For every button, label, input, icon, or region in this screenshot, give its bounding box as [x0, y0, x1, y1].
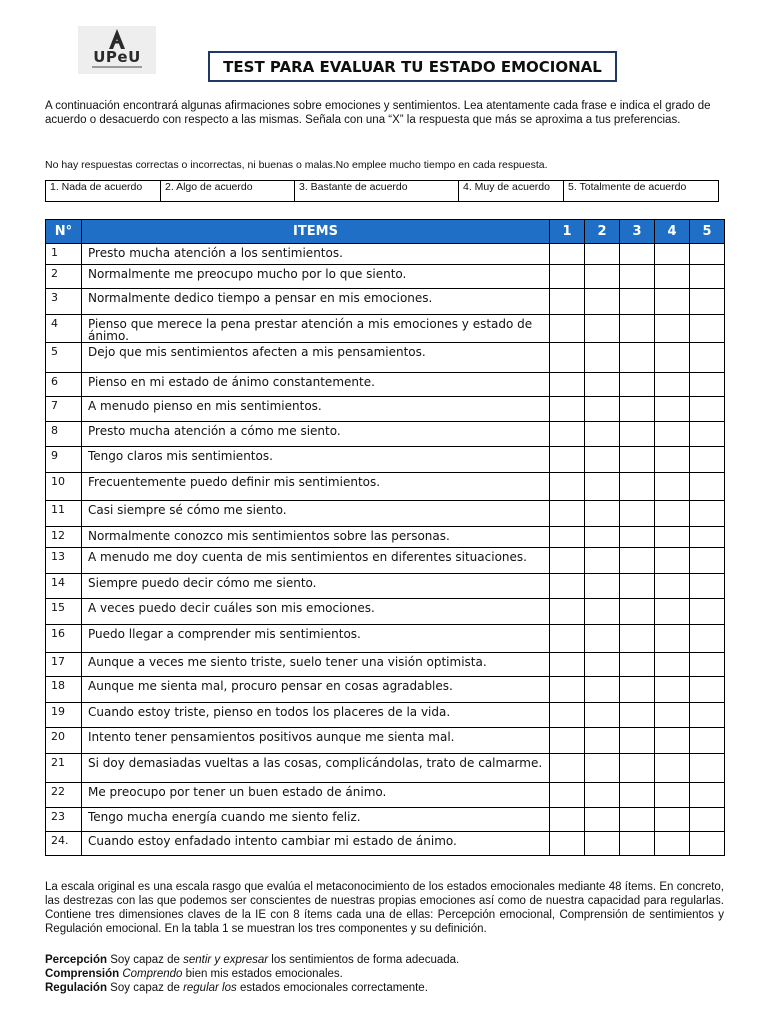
table-row	[46, 599, 725, 625]
item-number: 17	[46, 653, 82, 677]
answer-cell-3[interactable]	[620, 527, 655, 548]
header-score-3: 3	[620, 220, 655, 244]
table-row	[46, 677, 725, 703]
instruction-note: No hay respuestas correctas o incorrectas, ni buenas o malas.No emplee mucho tiempo en cada respuesta.	[45, 159, 548, 171]
answer-cell-4[interactable]	[655, 783, 690, 808]
item-text: Frecuentemente puedo definir mis sentimientos.	[82, 473, 550, 501]
answer-cell-3[interactable]	[620, 574, 655, 599]
scale-legend	[45, 180, 719, 202]
answer-cell-5[interactable]	[690, 832, 725, 856]
table-row	[46, 343, 725, 373]
answer-cell-1[interactable]	[550, 527, 585, 548]
answer-cell-5[interactable]	[690, 703, 725, 728]
table-row	[46, 574, 725, 599]
answer-cell-2[interactable]	[585, 677, 620, 703]
answer-cell-1[interactable]	[550, 244, 585, 265]
answer-cell-4[interactable]	[655, 808, 690, 832]
answer-cell-4[interactable]	[655, 728, 690, 754]
item-text: Aunque me sienta mal, procuro pensar en cosas agradables.	[82, 677, 550, 703]
answer-cell-3[interactable]	[620, 677, 655, 703]
header-number: N°	[46, 220, 82, 244]
answer-cell-5[interactable]	[690, 754, 725, 783]
answer-cell-2[interactable]	[585, 265, 620, 289]
table-row	[46, 315, 725, 343]
item-number: 2	[46, 265, 82, 289]
answer-cell-4[interactable]	[655, 754, 690, 783]
answer-cell-1[interactable]	[550, 397, 585, 422]
item-number: 7	[46, 397, 82, 422]
item-text: Pienso que merece la pena prestar atención a mis emociones y estado de ánimo.	[82, 315, 550, 343]
answer-cell-4[interactable]	[655, 265, 690, 289]
table-row	[46, 754, 725, 783]
answer-cell-2[interactable]	[585, 422, 620, 447]
item-text: Presto mucha atención a cómo me siento.	[82, 422, 550, 447]
answer-cell-3[interactable]	[620, 703, 655, 728]
items-table	[45, 219, 725, 856]
table-row	[46, 244, 725, 265]
item-number: 9	[46, 447, 82, 473]
answer-cell-2[interactable]	[585, 244, 620, 265]
answer-cell-1[interactable]	[550, 501, 585, 527]
item-number: 13	[46, 548, 82, 574]
item-number: 21	[46, 754, 82, 783]
answer-cell-1[interactable]	[550, 754, 585, 783]
answer-cell-4[interactable]	[655, 703, 690, 728]
answer-cell-5[interactable]	[690, 783, 725, 808]
item-number: 1	[46, 244, 82, 265]
scale-option-2: 2. Algo de acuerdo	[161, 181, 295, 202]
answer-cell-5[interactable]	[690, 548, 725, 574]
dimension-emphasis: regular los	[183, 982, 237, 994]
scale-description: La escala original es una escala rasgo que evalúa el metaconocimiento de los estados emocionales mediante 48 ítems. En concreto, las destrezas con las que podemos ser conscientes de nuestras propias emociones así como de nuestra capacidad para regularlas. Contiene tres dimensiones claves de la IE con 8 ítems cada una de ellas: Percepción emocional, Comprensión de sentimientos y Regulación emocional. En la tabla 1 se muestran los tres componentes y su definición.	[45, 881, 724, 935]
table-row	[46, 447, 725, 473]
item-number: 12	[46, 527, 82, 548]
item-text: Aunque a veces me siento triste, suelo tener una visión optimista.	[82, 653, 550, 677]
scale-option-1: 1. Nada de acuerdo	[46, 181, 161, 202]
answer-cell-5[interactable]	[690, 373, 725, 397]
answer-cell-2[interactable]	[585, 703, 620, 728]
item-number: 15	[46, 599, 82, 625]
answer-cell-4[interactable]	[655, 397, 690, 422]
answer-cell-2[interactable]	[585, 343, 620, 373]
answer-cell-3[interactable]	[620, 397, 655, 422]
answer-cell-2[interactable]	[585, 373, 620, 397]
table-row	[46, 832, 725, 856]
table-row	[46, 527, 725, 548]
answer-cell-3[interactable]	[620, 808, 655, 832]
answer-cell-2[interactable]	[585, 783, 620, 808]
scale-option-4: 4. Muy de acuerdo	[459, 181, 564, 202]
answer-cell-3[interactable]	[620, 265, 655, 289]
item-text: A menudo pienso en mis sentimientos.	[82, 397, 550, 422]
dimension-emphasis: sentir y expresar	[183, 954, 269, 966]
dimension-comprehension	[45, 967, 724, 981]
item-text: Cuando estoy enfadado intento cambiar mi estado de ánimo.	[82, 832, 550, 856]
item-text: Pienso en mi estado de ánimo constantemente.	[82, 373, 550, 397]
answer-cell-5[interactable]	[690, 501, 725, 527]
answer-cell-2[interactable]	[585, 289, 620, 315]
upeu-logo	[78, 26, 156, 74]
item-number: 3	[46, 289, 82, 315]
dimension-text: los sentimientos de forma adecuada.	[268, 954, 460, 966]
item-text: Presto mucha atención a los sentimientos.	[82, 244, 550, 265]
answer-cell-3[interactable]	[620, 653, 655, 677]
answer-cell-5[interactable]	[690, 422, 725, 447]
table-row	[46, 808, 725, 832]
header-score-4: 4	[655, 220, 690, 244]
answer-cell-4[interactable]	[655, 832, 690, 856]
answer-cell-1[interactable]	[550, 574, 585, 599]
answer-cell-2[interactable]	[585, 447, 620, 473]
dimension-text: estados emocionales correctamente.	[236, 982, 428, 994]
answer-cell-1[interactable]	[550, 373, 585, 397]
dimension-regulation	[45, 981, 724, 995]
item-text: Si doy demasiadas vueltas a las cosas, complicándolas, trato de calmarme.	[82, 754, 550, 783]
answer-cell-4[interactable]	[655, 447, 690, 473]
dimension-emphasis: Comprendo	[122, 968, 183, 980]
item-number: 16	[46, 625, 82, 653]
answer-cell-2[interactable]	[585, 473, 620, 501]
answer-cell-1[interactable]	[550, 832, 585, 856]
item-number: 10	[46, 473, 82, 501]
answer-cell-3[interactable]	[620, 289, 655, 315]
answer-cell-1[interactable]	[550, 808, 585, 832]
intro-paragraph: A continuación encontrará algunas afirmaciones sobre emociones y sentimientos. Lea atentamente cada frase e indica el grado de acuerdo o desacuerdo con respecto a las mismas. Señala con una “X” la respuesta que más se aproxima a tus preferencias.	[45, 100, 711, 126]
dimension-perception	[45, 953, 724, 967]
answer-cell-5[interactable]	[690, 343, 725, 373]
answer-cell-5[interactable]	[690, 677, 725, 703]
answer-cell-1[interactable]	[550, 703, 585, 728]
items-table-header	[46, 220, 725, 244]
scale-option-5: 5. Totalmente de acuerdo	[564, 181, 719, 202]
item-text: Casi siempre sé cómo me siento.	[82, 501, 550, 527]
item-text: Normalmente conozco mis sentimientos sobre las personas.	[82, 527, 550, 548]
answer-cell-1[interactable]	[550, 548, 585, 574]
answer-cell-4[interactable]	[655, 574, 690, 599]
item-number: 14	[46, 574, 82, 599]
header-score-5: 5	[690, 220, 725, 244]
answer-cell-5[interactable]	[690, 315, 725, 343]
answer-cell-4[interactable]	[655, 653, 690, 677]
table-row	[46, 397, 725, 422]
answer-cell-3[interactable]	[620, 373, 655, 397]
answer-cell-3[interactable]	[620, 244, 655, 265]
answer-cell-2[interactable]	[585, 754, 620, 783]
answer-cell-2[interactable]	[585, 548, 620, 574]
answer-cell-2[interactable]	[585, 653, 620, 677]
answer-cell-4[interactable]	[655, 315, 690, 343]
answer-cell-4[interactable]	[655, 373, 690, 397]
table-row	[46, 289, 725, 315]
answer-cell-2[interactable]	[585, 599, 620, 625]
answer-cell-1[interactable]	[550, 653, 585, 677]
answer-cell-5[interactable]	[690, 599, 725, 625]
answer-cell-4[interactable]	[655, 244, 690, 265]
answer-cell-3[interactable]	[620, 599, 655, 625]
answer-cell-4[interactable]	[655, 599, 690, 625]
dimension-text: Soy capaz de	[107, 954, 184, 966]
table-row	[46, 473, 725, 501]
item-number: 19	[46, 703, 82, 728]
answer-cell-1[interactable]	[550, 473, 585, 501]
table-row	[46, 422, 725, 447]
answer-cell-2[interactable]	[585, 808, 620, 832]
answer-cell-4[interactable]	[655, 289, 690, 315]
answer-cell-5[interactable]	[690, 265, 725, 289]
answer-cell-3[interactable]	[620, 625, 655, 653]
answer-cell-2[interactable]	[585, 832, 620, 856]
answer-cell-2[interactable]	[585, 728, 620, 754]
answer-cell-2[interactable]	[585, 574, 620, 599]
dimension-text: bien mis estados emocionales.	[182, 968, 343, 980]
logo-tagline-mark	[92, 66, 142, 68]
dimension-label: Regulación	[45, 982, 107, 994]
answer-cell-1[interactable]	[550, 599, 585, 625]
answer-cell-5[interactable]	[690, 653, 725, 677]
answer-cell-1[interactable]	[550, 315, 585, 343]
table-row	[46, 728, 725, 754]
answer-cell-4[interactable]	[655, 548, 690, 574]
answer-cell-1[interactable]	[550, 625, 585, 653]
answer-cell-5[interactable]	[690, 447, 725, 473]
item-text: Siempre puedo decir cómo me siento.	[82, 574, 550, 599]
answer-cell-3[interactable]	[620, 422, 655, 447]
answer-cell-3[interactable]	[620, 783, 655, 808]
document-title: TEST PARA EVALUAR TU ESTADO EMOCIONAL	[208, 51, 617, 82]
answer-cell-5[interactable]	[690, 289, 725, 315]
table-row	[46, 501, 725, 527]
answer-cell-4[interactable]	[655, 343, 690, 373]
dimension-label: Comprensión	[45, 968, 120, 980]
header-score-2: 2	[585, 220, 620, 244]
item-text: A menudo me doy cuenta de mis sentimientos en diferentes situaciones.	[82, 548, 550, 574]
answer-cell-5[interactable]	[690, 728, 725, 754]
item-number: 5	[46, 343, 82, 373]
item-number: 20	[46, 728, 82, 754]
logo-text: UPeU	[93, 48, 141, 66]
answer-cell-3[interactable]	[620, 728, 655, 754]
answer-cell-1[interactable]	[550, 422, 585, 447]
table-row	[46, 265, 725, 289]
table-row	[46, 783, 725, 808]
answer-cell-2[interactable]	[585, 397, 620, 422]
item-text: Intento tener pensamientos positivos aunque me sienta mal.	[82, 728, 550, 754]
item-number: 22	[46, 783, 82, 808]
answer-cell-3[interactable]	[620, 343, 655, 373]
answer-cell-2[interactable]	[585, 625, 620, 653]
table-row	[46, 548, 725, 574]
answer-cell-3[interactable]	[620, 754, 655, 783]
table-row	[46, 625, 725, 653]
answer-cell-3[interactable]	[620, 501, 655, 527]
answer-cell-2[interactable]	[585, 501, 620, 527]
dimension-text: Soy capaz de	[106, 982, 184, 994]
answer-cell-5[interactable]	[690, 574, 725, 599]
answer-cell-5[interactable]	[690, 625, 725, 653]
item-number: 11	[46, 501, 82, 527]
upeu-emblem-icon	[106, 28, 128, 50]
item-text: Normalmente me preocupo mucho por lo que siento.	[82, 265, 550, 289]
answer-cell-3[interactable]	[620, 473, 655, 501]
answer-cell-1[interactable]	[550, 447, 585, 473]
table-row	[46, 653, 725, 677]
answer-cell-1[interactable]	[550, 343, 585, 373]
answer-cell-5[interactable]	[690, 397, 725, 422]
header-score-1: 1	[550, 220, 585, 244]
answer-cell-4[interactable]	[655, 527, 690, 548]
answer-cell-3[interactable]	[620, 548, 655, 574]
answer-cell-5[interactable]	[690, 527, 725, 548]
table-row	[46, 373, 725, 397]
table-row	[46, 703, 725, 728]
item-number: 18	[46, 677, 82, 703]
answer-cell-1[interactable]	[550, 289, 585, 315]
item-text: Tengo mucha energía cuando me siento feliz.	[82, 808, 550, 832]
answer-cell-2[interactable]	[585, 527, 620, 548]
answer-cell-1[interactable]	[550, 265, 585, 289]
answer-cell-5[interactable]	[690, 808, 725, 832]
item-text: Cuando estoy triste, pienso en todos los placeres de la vida.	[82, 703, 550, 728]
answer-cell-5[interactable]	[690, 244, 725, 265]
item-text: Dejo que mis sentimientos afecten a mis pensamientos.	[82, 343, 550, 373]
item-number: 4	[46, 315, 82, 343]
header-items: ITEMS	[82, 220, 550, 244]
item-text: Me preocupo por tener un buen estado de ánimo.	[82, 783, 550, 808]
answer-cell-4[interactable]	[655, 501, 690, 527]
item-number: 6	[46, 373, 82, 397]
answer-cell-4[interactable]	[655, 473, 690, 501]
item-text: A veces puedo decir cuáles son mis emociones.	[82, 599, 550, 625]
answer-cell-1[interactable]	[550, 728, 585, 754]
answer-cell-5[interactable]	[690, 473, 725, 501]
answer-cell-4[interactable]	[655, 422, 690, 447]
answer-cell-3[interactable]	[620, 832, 655, 856]
answer-cell-4[interactable]	[655, 625, 690, 653]
item-number: 8	[46, 422, 82, 447]
answer-cell-1[interactable]	[550, 677, 585, 703]
answer-cell-3[interactable]	[620, 315, 655, 343]
answer-cell-3[interactable]	[620, 447, 655, 473]
answer-cell-4[interactable]	[655, 677, 690, 703]
item-number: 23	[46, 808, 82, 832]
scale-option-3: 3. Bastante de acuerdo	[295, 181, 459, 202]
item-text: Normalmente dedico tiempo a pensar en mis emociones.	[82, 289, 550, 315]
item-text: Puedo llegar a comprender mis sentimientos.	[82, 625, 550, 653]
dimension-label: Percepción	[45, 954, 107, 966]
item-text: Tengo claros mis sentimientos.	[82, 447, 550, 473]
answer-cell-2[interactable]	[585, 315, 620, 343]
answer-cell-1[interactable]	[550, 783, 585, 808]
item-number: 24.	[46, 832, 82, 856]
